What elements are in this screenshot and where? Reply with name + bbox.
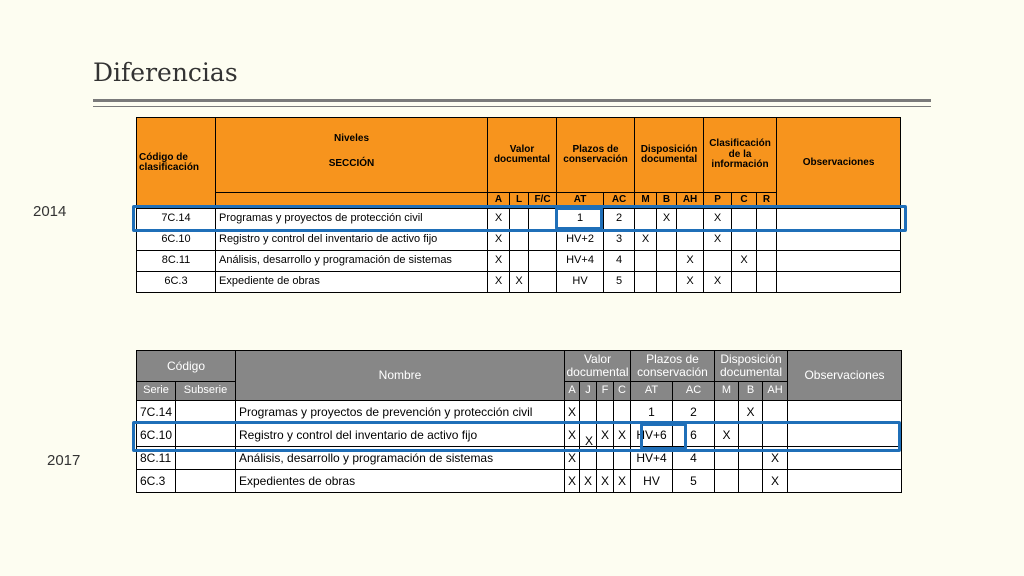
- t2017-cell: [739, 470, 763, 493]
- t2017-cell: 6: [673, 424, 715, 447]
- page-title: Diferencias: [93, 58, 238, 87]
- t2017-cell: 7C.14: [137, 401, 176, 424]
- highlight-row-2017: [132, 421, 901, 452]
- title-rule-thin: [93, 106, 931, 107]
- t2014-cell: HV+4: [557, 251, 604, 272]
- header-sub-ah: AH: [763, 382, 788, 401]
- t2017-cell: X: [739, 401, 763, 424]
- header-niveles: [216, 118, 488, 193]
- highlight-cell-hv6: [640, 423, 687, 450]
- t2014-cell: X: [704, 209, 732, 230]
- t2014-cell: 3: [604, 230, 635, 251]
- header-subserie: Subserie: [176, 382, 236, 401]
- header-sub-ac: AC: [673, 382, 715, 401]
- t2014-row: [137, 230, 901, 251]
- highlight-cell-hv2: [555, 207, 603, 230]
- t2014-cell: [677, 230, 704, 251]
- t2017-cell: HV+4: [631, 447, 673, 470]
- header-sub-f: F: [597, 382, 614, 401]
- t2014-cell: [529, 272, 557, 293]
- header-seccion-label: SECCIÓN: [328, 157, 375, 169]
- header-sub-c: C: [732, 193, 757, 209]
- t2014-cell: Expediente de obras: [216, 272, 488, 293]
- t2014-cell: X: [488, 209, 510, 230]
- title-rule: [93, 99, 931, 102]
- t2014-cell: X: [488, 251, 510, 272]
- t2017-cell: X: [614, 470, 631, 493]
- t2017-cell: X: [763, 470, 788, 493]
- t2017-cell: 1: [631, 401, 673, 424]
- t2017-cell: HV: [631, 470, 673, 493]
- t2014-cell: 5: [604, 272, 635, 293]
- header-sub-at: AT: [557, 193, 604, 209]
- header-disposicion-documental: Disposición documental: [635, 118, 704, 193]
- header-sub-c: C: [614, 382, 631, 401]
- header-plazos-conservacion: Plazos de conservación: [631, 351, 715, 382]
- header-sub-r: R: [757, 193, 777, 209]
- header-sub-a: A: [488, 193, 510, 209]
- t2017-cell: Análisis, desarrollo y programación de sistemas: [236, 447, 565, 470]
- t2014-cell: 4: [604, 251, 635, 272]
- t2017-cell: [788, 470, 902, 493]
- header-codigo-clasificacion: Código de clasificación: [137, 118, 216, 209]
- t2017-cell: Programas y proyectos de prevención y protección civil: [236, 401, 565, 424]
- header-valor-documental: Valor documental: [565, 351, 631, 382]
- header-observaciones: Observaciones: [777, 118, 901, 209]
- t2014-cell: X: [704, 230, 732, 251]
- t2014-cell: X: [677, 272, 704, 293]
- t2017-cell: [176, 470, 236, 493]
- t2014-cell: X: [488, 272, 510, 293]
- t2014-cell: HV+2: [557, 230, 604, 251]
- header-disposicion-documental: Disposición documental: [715, 351, 788, 382]
- header-sub-l: L: [510, 193, 529, 209]
- t2017-cell: X: [597, 470, 614, 493]
- t2014-cell: X: [488, 230, 510, 251]
- t2017-cell: Expedientes de obras: [236, 470, 565, 493]
- t2014-cell: [510, 230, 529, 251]
- t2017-cell: X: [763, 447, 788, 470]
- header-sub-a: A: [565, 382, 580, 401]
- t2014-cell: 6C.3: [137, 272, 216, 293]
- t2014-cell: 8C.11: [137, 251, 216, 272]
- year-label-2017: 2017: [47, 452, 81, 469]
- t2014-cell: Análisis, desarrollo y programación de sistemas: [216, 251, 488, 272]
- t2017-cell: X: [565, 424, 580, 447]
- t2017-cell: X: [565, 401, 580, 424]
- t2014-cell: [777, 272, 901, 293]
- header-sub-fc: F/C: [529, 193, 557, 209]
- header-sub-ac: AC: [604, 193, 635, 209]
- t2014-cell: [657, 251, 677, 272]
- header-codigo: Código: [137, 351, 236, 382]
- header-valor-documental: Valor documental: [488, 118, 557, 193]
- t2017-cell: Registro y control del inventario de activo fijo: [236, 424, 565, 447]
- t2014-cell: [757, 272, 777, 293]
- header-plazos-conservacion: Plazos de conservación: [557, 118, 635, 193]
- t2014-cell: HV: [557, 272, 604, 293]
- header-sub-ah: AH: [677, 193, 704, 209]
- header-sub-m: M: [635, 193, 657, 209]
- t2017-cell: X: [580, 470, 597, 493]
- t2014-cell: X: [657, 209, 677, 230]
- t2014-cell: 6C.10: [137, 230, 216, 251]
- t2017-cell: 2: [673, 401, 715, 424]
- t2014-cell: Registro y control del inventario de activo fijo: [216, 230, 488, 251]
- t2017-cell: X: [597, 424, 614, 447]
- t2017-cell: 6C.10: [137, 424, 176, 447]
- t2014-cell: X: [732, 251, 757, 272]
- t2014-cell: X: [704, 272, 732, 293]
- t2014-cell: [732, 272, 757, 293]
- t2014-cell: [657, 230, 677, 251]
- t2014-cell: [757, 251, 777, 272]
- t2014-row: [137, 272, 901, 293]
- year-label-2014: 2014: [33, 203, 67, 220]
- t2014-row: [137, 251, 901, 272]
- header-sub-p: P: [704, 193, 732, 209]
- header-observaciones: Observaciones: [788, 351, 902, 401]
- t2014-cell: [777, 251, 901, 272]
- header-sub-b: B: [739, 382, 763, 401]
- t2017-cell: 8C.11: [137, 447, 176, 470]
- t2014-cell: 7C.14: [137, 209, 216, 230]
- t2014-cell: [757, 230, 777, 251]
- t2014-cell: [510, 251, 529, 272]
- t2017-cell: X: [565, 470, 580, 493]
- header-sub-j: J: [580, 382, 597, 401]
- header-nombre: Nombre: [236, 351, 565, 401]
- t2017-cell: X: [614, 424, 631, 447]
- t2014-cell: Programas y proyectos de protección civil: [216, 209, 488, 230]
- t2017-cell: HV+6: [631, 424, 673, 447]
- header-sub-m: M: [715, 382, 739, 401]
- t2014-cell: 1: [557, 209, 604, 230]
- t2017-cell: [715, 470, 739, 493]
- t2014-cell: X: [635, 230, 657, 251]
- header-serie: Serie: [137, 382, 176, 401]
- t2014-cell: [635, 251, 657, 272]
- t2014-cell: [704, 251, 732, 272]
- highlight-row-2014: [132, 205, 907, 232]
- t2014-cell: X: [510, 272, 529, 293]
- t2014-cell: [777, 230, 901, 251]
- extra-x-mark: X: [585, 434, 594, 448]
- t2017-cell: 5: [673, 470, 715, 493]
- t2014-cell: [657, 272, 677, 293]
- t2014-cell: [529, 230, 557, 251]
- t2014-cell: [529, 251, 557, 272]
- t2017-row: [137, 470, 902, 493]
- header-sub-b: B: [657, 193, 677, 209]
- header-clasificacion-informacion: Clasificación de la información: [704, 118, 777, 193]
- t2014-cell: [635, 272, 657, 293]
- t2014-cell: 2: [604, 209, 635, 230]
- t2014-cell: [732, 230, 757, 251]
- t2017-cell: X: [715, 424, 739, 447]
- t2017-cell: 4: [673, 447, 715, 470]
- t2017-cell: X: [565, 447, 580, 470]
- header-sub-at: AT: [631, 382, 673, 401]
- t2017-cell: 6C.3: [137, 470, 176, 493]
- header-niveles-label: Niveles: [333, 133, 370, 144]
- t2014-cell: X: [677, 251, 704, 272]
